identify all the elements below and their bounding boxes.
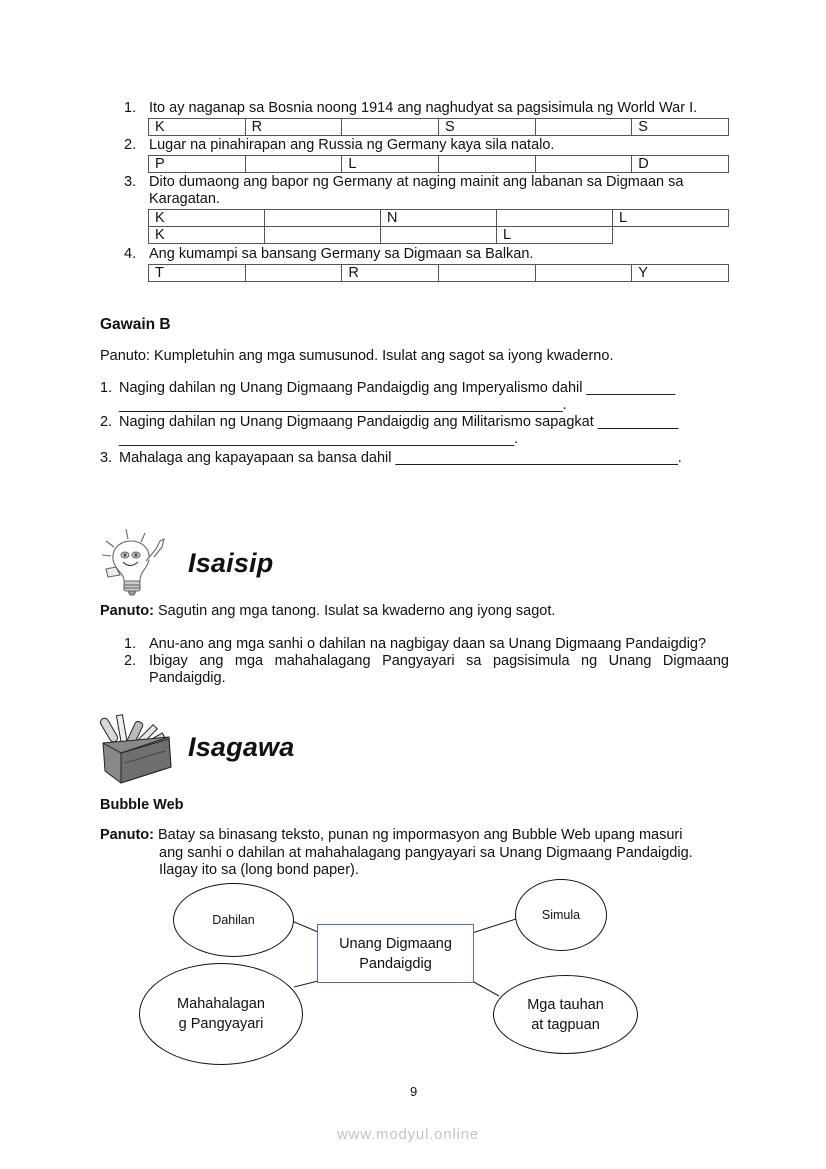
section-heading: Gawain B <box>100 316 171 333</box>
grid-cell[interactable]: N <box>381 210 497 227</box>
bubble-tauhan-tagpuan[interactable] <box>493 975 638 1054</box>
bubble-mahahalagang-pangyayari[interactable] <box>139 963 303 1065</box>
center-topic-line: Unang Digmaang <box>339 935 452 952</box>
grid-cell[interactable]: L <box>342 156 439 173</box>
bubble-label: at tagpuan <box>531 1016 600 1033</box>
item-number: 3. <box>124 174 137 190</box>
page-number: 9 <box>410 1084 418 1099</box>
question-text: Ibigay ang mga mahahalagang Pangyayari sa pagsisimula ng Unang Digmaang <box>149 653 729 669</box>
item-number: 2. <box>100 414 113 430</box>
fill-in-line[interactable]: _________________________________________________. <box>119 431 519 447</box>
bubble-label: g Pangyayari <box>178 1016 264 1032</box>
instruction-label: Panuto: <box>100 827 154 843</box>
question-text: Dito dumaong ang bapor ng Germany at naging mainit ang labanan sa Digmaan sa <box>149 174 684 190</box>
question-text-continued: Karagatan. <box>149 191 220 207</box>
grid-cell[interactable]: L <box>497 227 613 244</box>
bubble-label: Dahilan <box>212 913 255 927</box>
activity-subtitle: Bubble Web <box>100 797 184 813</box>
question-text-continued: Pandaigdig. <box>149 670 226 686</box>
instruction-text: Batay sa binasang teksto, punan ng impormasyon ang Bubble Web upang masuri <box>153 827 683 843</box>
bubble-label: Simula <box>541 908 581 922</box>
instruction-label: Panuto: <box>100 603 154 619</box>
item-number: 1. <box>124 100 137 116</box>
fill-in-item[interactable]: Naging dahilan ng Unang Digmaang Pandaigdig ang Militarismo sapagkat __________ <box>119 414 679 430</box>
question-text: Ito ay naganap sa Bosnia noong 1914 ang naghudyat sa pagsisimula ng World War I. <box>149 100 698 116</box>
item-number: 4. <box>124 246 137 262</box>
center-topic-line: Pandaigdig <box>359 955 432 972</box>
bubble-simula[interactable] <box>515 879 607 951</box>
item-number: 3. <box>100 450 113 466</box>
grid-cell[interactable]: K <box>149 119 246 136</box>
grid-cell[interactable]: R <box>245 119 342 136</box>
bubble-label: Mahahalagan <box>177 996 265 1012</box>
fill-in-item[interactable]: Naging dahilan ng Unang Digmaang Pandaigdig ang Imperyalismo dahil ___________ <box>119 380 676 396</box>
grid-cell[interactable]: Y <box>632 265 729 282</box>
section-title: Isagawa <box>188 732 295 762</box>
fill-in-item[interactable]: Mahalaga ang kapayapaan sa bansa dahil ___________________________________. <box>119 450 682 466</box>
grid-cell[interactable]: R <box>342 265 439 282</box>
bubble-label: Mga tauhan <box>527 996 604 1013</box>
item-number: 1. <box>124 636 137 652</box>
grid-cell[interactable]: T <box>149 265 246 282</box>
grid-cell[interactable]: K <box>149 210 265 227</box>
grid-cell[interactable]: S <box>632 119 729 136</box>
bubble-dahilan[interactable] <box>173 883 294 957</box>
grid-cell[interactable]: S <box>438 119 535 136</box>
grid-cell[interactable]: P <box>149 156 246 173</box>
instruction-continued: Ilagay ito sa (long bond paper). <box>159 862 359 878</box>
grid-cell[interactable]: L <box>613 210 729 227</box>
grid-cell[interactable]: K <box>149 227 265 244</box>
grid-cell[interactable]: D <box>632 156 729 173</box>
watermark: www.modyul.online <box>337 1126 479 1143</box>
center-topic-box <box>317 924 474 983</box>
item-number: 2. <box>124 137 137 153</box>
instruction-text: Sagutin ang mga tanong. Isulat sa kwaderno ang iyong sagot. <box>153 603 556 619</box>
question-text: Ang kumampi sa bansang Germany sa Digmaan sa Balkan. <box>149 246 534 262</box>
item-number: 1. <box>100 380 113 396</box>
instruction: Panuto: Kumpletuhin ang mga sumusunod. Isulat ang sagot sa iyong kwaderno. <box>100 348 614 364</box>
item-number: 2. <box>124 653 137 669</box>
fill-in-line[interactable]: _______________________________________________________. <box>119 397 567 413</box>
question-text: Anu-ano ang mga sanhi o dahilan na nagbigay daan sa Unang Digmaang Pandaigdig? <box>149 636 707 652</box>
question-text: Lugar na pinahirapan ang Russia ng Germany kaya sila natalo. <box>149 137 555 153</box>
instruction-continued: ang sanhi o dahilan at mahahalagang pangyayari sa Unang Digmaang Pandaigdig. <box>159 845 693 861</box>
section-title: Isaisip <box>188 548 274 578</box>
